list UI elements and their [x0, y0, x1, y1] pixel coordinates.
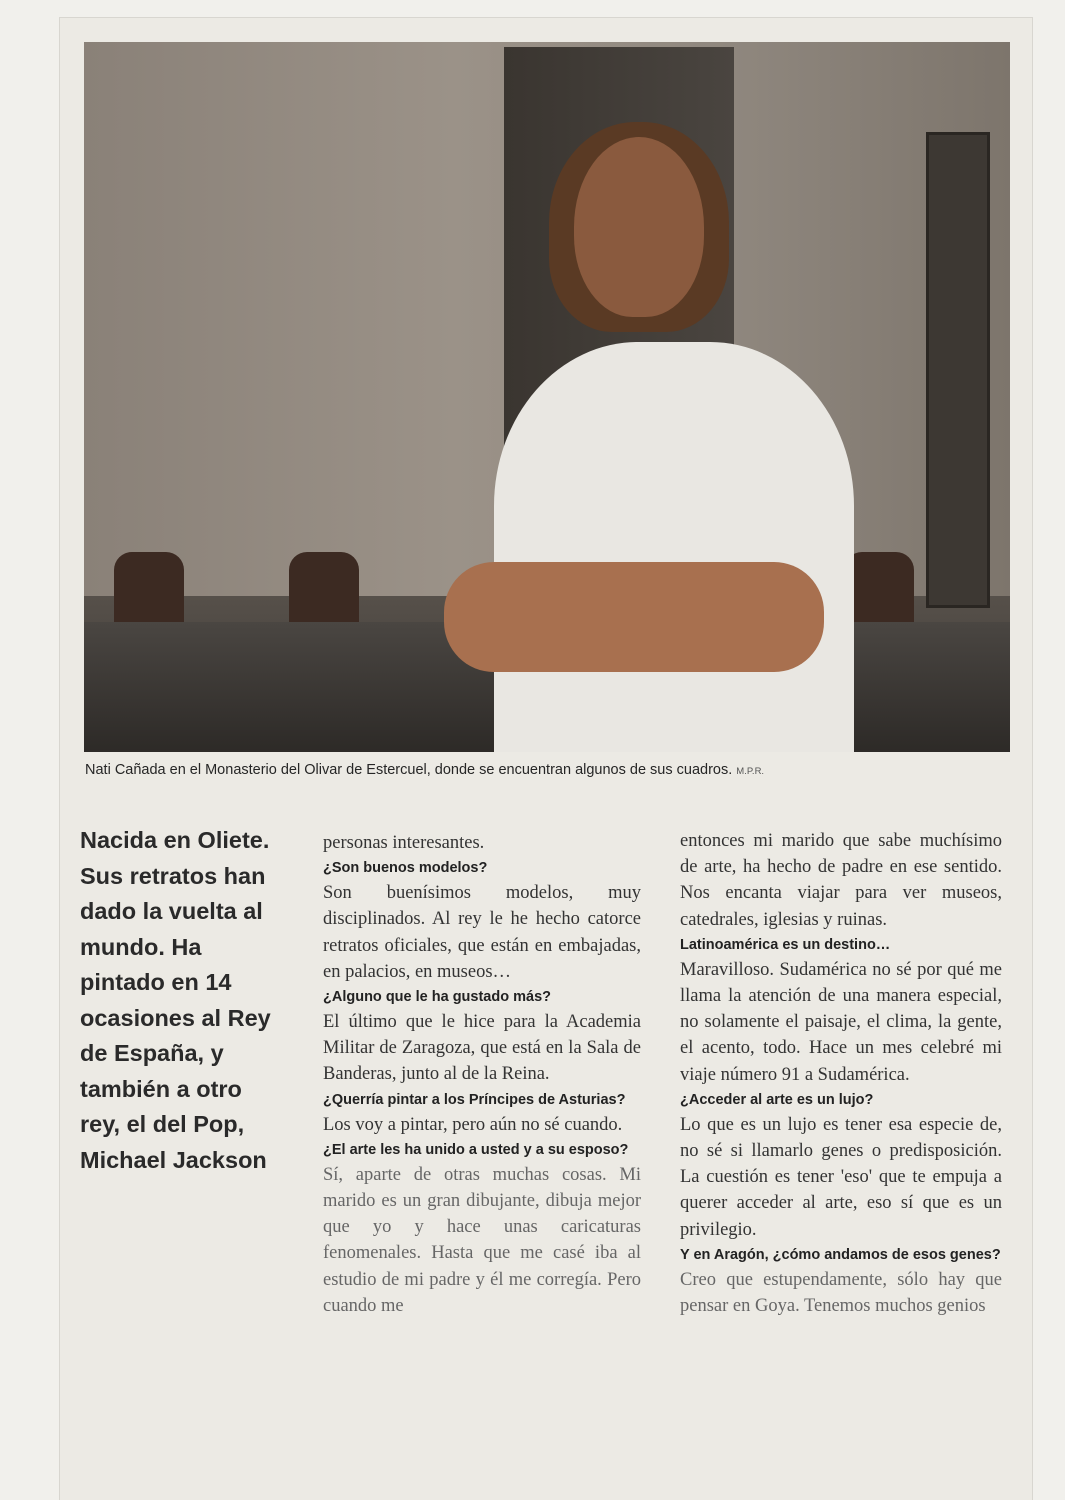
interview-answer: Lo que es un lujo es tener esa especie de, no sé si llamarlo genes o predisposición. La cuestión es tener 'eso' que te empuja a querer acceder al arte, eso sí que es un privilegio.	[680, 1114, 1002, 1240]
interview-answer: Sí, aparte de otras muchas cosas. Mi marido es un gran dibujante, dibuja mejor que yo y hace unas caricaturas fenomenales. Hasta que me casé iba al estudio de mi padre y él me corregía. Pero cuando me	[323, 1164, 641, 1316]
interview-answer: Son buenísimos modelos, muy disciplinados. Al rey le he hecho catorce retratos oficiales, que están en embajadas, en palacios, en museos…	[323, 883, 641, 982]
interview-question: ¿Alguno que le ha gustado más?	[323, 989, 551, 1006]
portrait-photo	[84, 42, 1010, 752]
interview-answer: El último que le hice para la Academia Militar de Zaragoza, que está en la Sala de Banderas, junto al de la Reina.	[323, 1012, 641, 1085]
interview-question: Latinoamérica es un destino…	[680, 936, 891, 953]
interview-question: Y en Aragón, ¿cómo andamos de esos genes?	[680, 1246, 1001, 1263]
interview-question: ¿Son buenos modelos?	[323, 860, 488, 877]
interview-answer: Maravilloso. Sudamérica no sé por qué me llama la atención de una manera especial, no solamente el paisaje, el clima, la gente, el acento, todo. Hace un mes celebré mi viaje número 91 a Sudamérica.	[680, 959, 1002, 1085]
photo-person-arms	[444, 562, 824, 672]
photo-person-face	[574, 137, 704, 317]
photo-person-shirt	[494, 342, 854, 752]
paragraph: personas interesantes.	[323, 833, 485, 853]
paragraph: entonces mi marido que sabe muchísimo de arte, ha hecho de padre en ese sentido. Nos encanta viajar para ver museos, catedrales, iglesias y ruinas.	[680, 831, 1002, 930]
interview-question: ¿Querría pintar a los Príncipes de Asturias?	[323, 1091, 626, 1108]
article-column-3	[680, 828, 1002, 1319]
interview-question: ¿Acceder al arte es un lujo?	[680, 1091, 874, 1108]
interview-question: ¿El arte les ha unido a usted y a su esposo?	[323, 1141, 629, 1158]
article-column-2	[323, 830, 641, 1319]
interview-answer: Creo que estupendamente, sólo hay que pensar en Goya. Tenemos muchos genios	[680, 1269, 1002, 1317]
photo-caption	[85, 762, 1015, 778]
caption-text: Nati Cañada en el Monasterio del Olivar de Estercuel, donde se encuentran algunos de sus cuadros.	[85, 762, 733, 778]
interview-answer: Los voy a pintar, pero aún no sé cuando.	[323, 1114, 623, 1135]
lead-summary: Nacida en Oliete. Sus retratos han dado la vuelta al mundo. Ha pintado en 14 ocasiones al Rey de España, y también a otro rey, el del Pop, Michael Jackson	[80, 827, 271, 1173]
photo-painting-frame	[926, 132, 990, 608]
photo-credit: M.P.R.	[736, 766, 765, 777]
